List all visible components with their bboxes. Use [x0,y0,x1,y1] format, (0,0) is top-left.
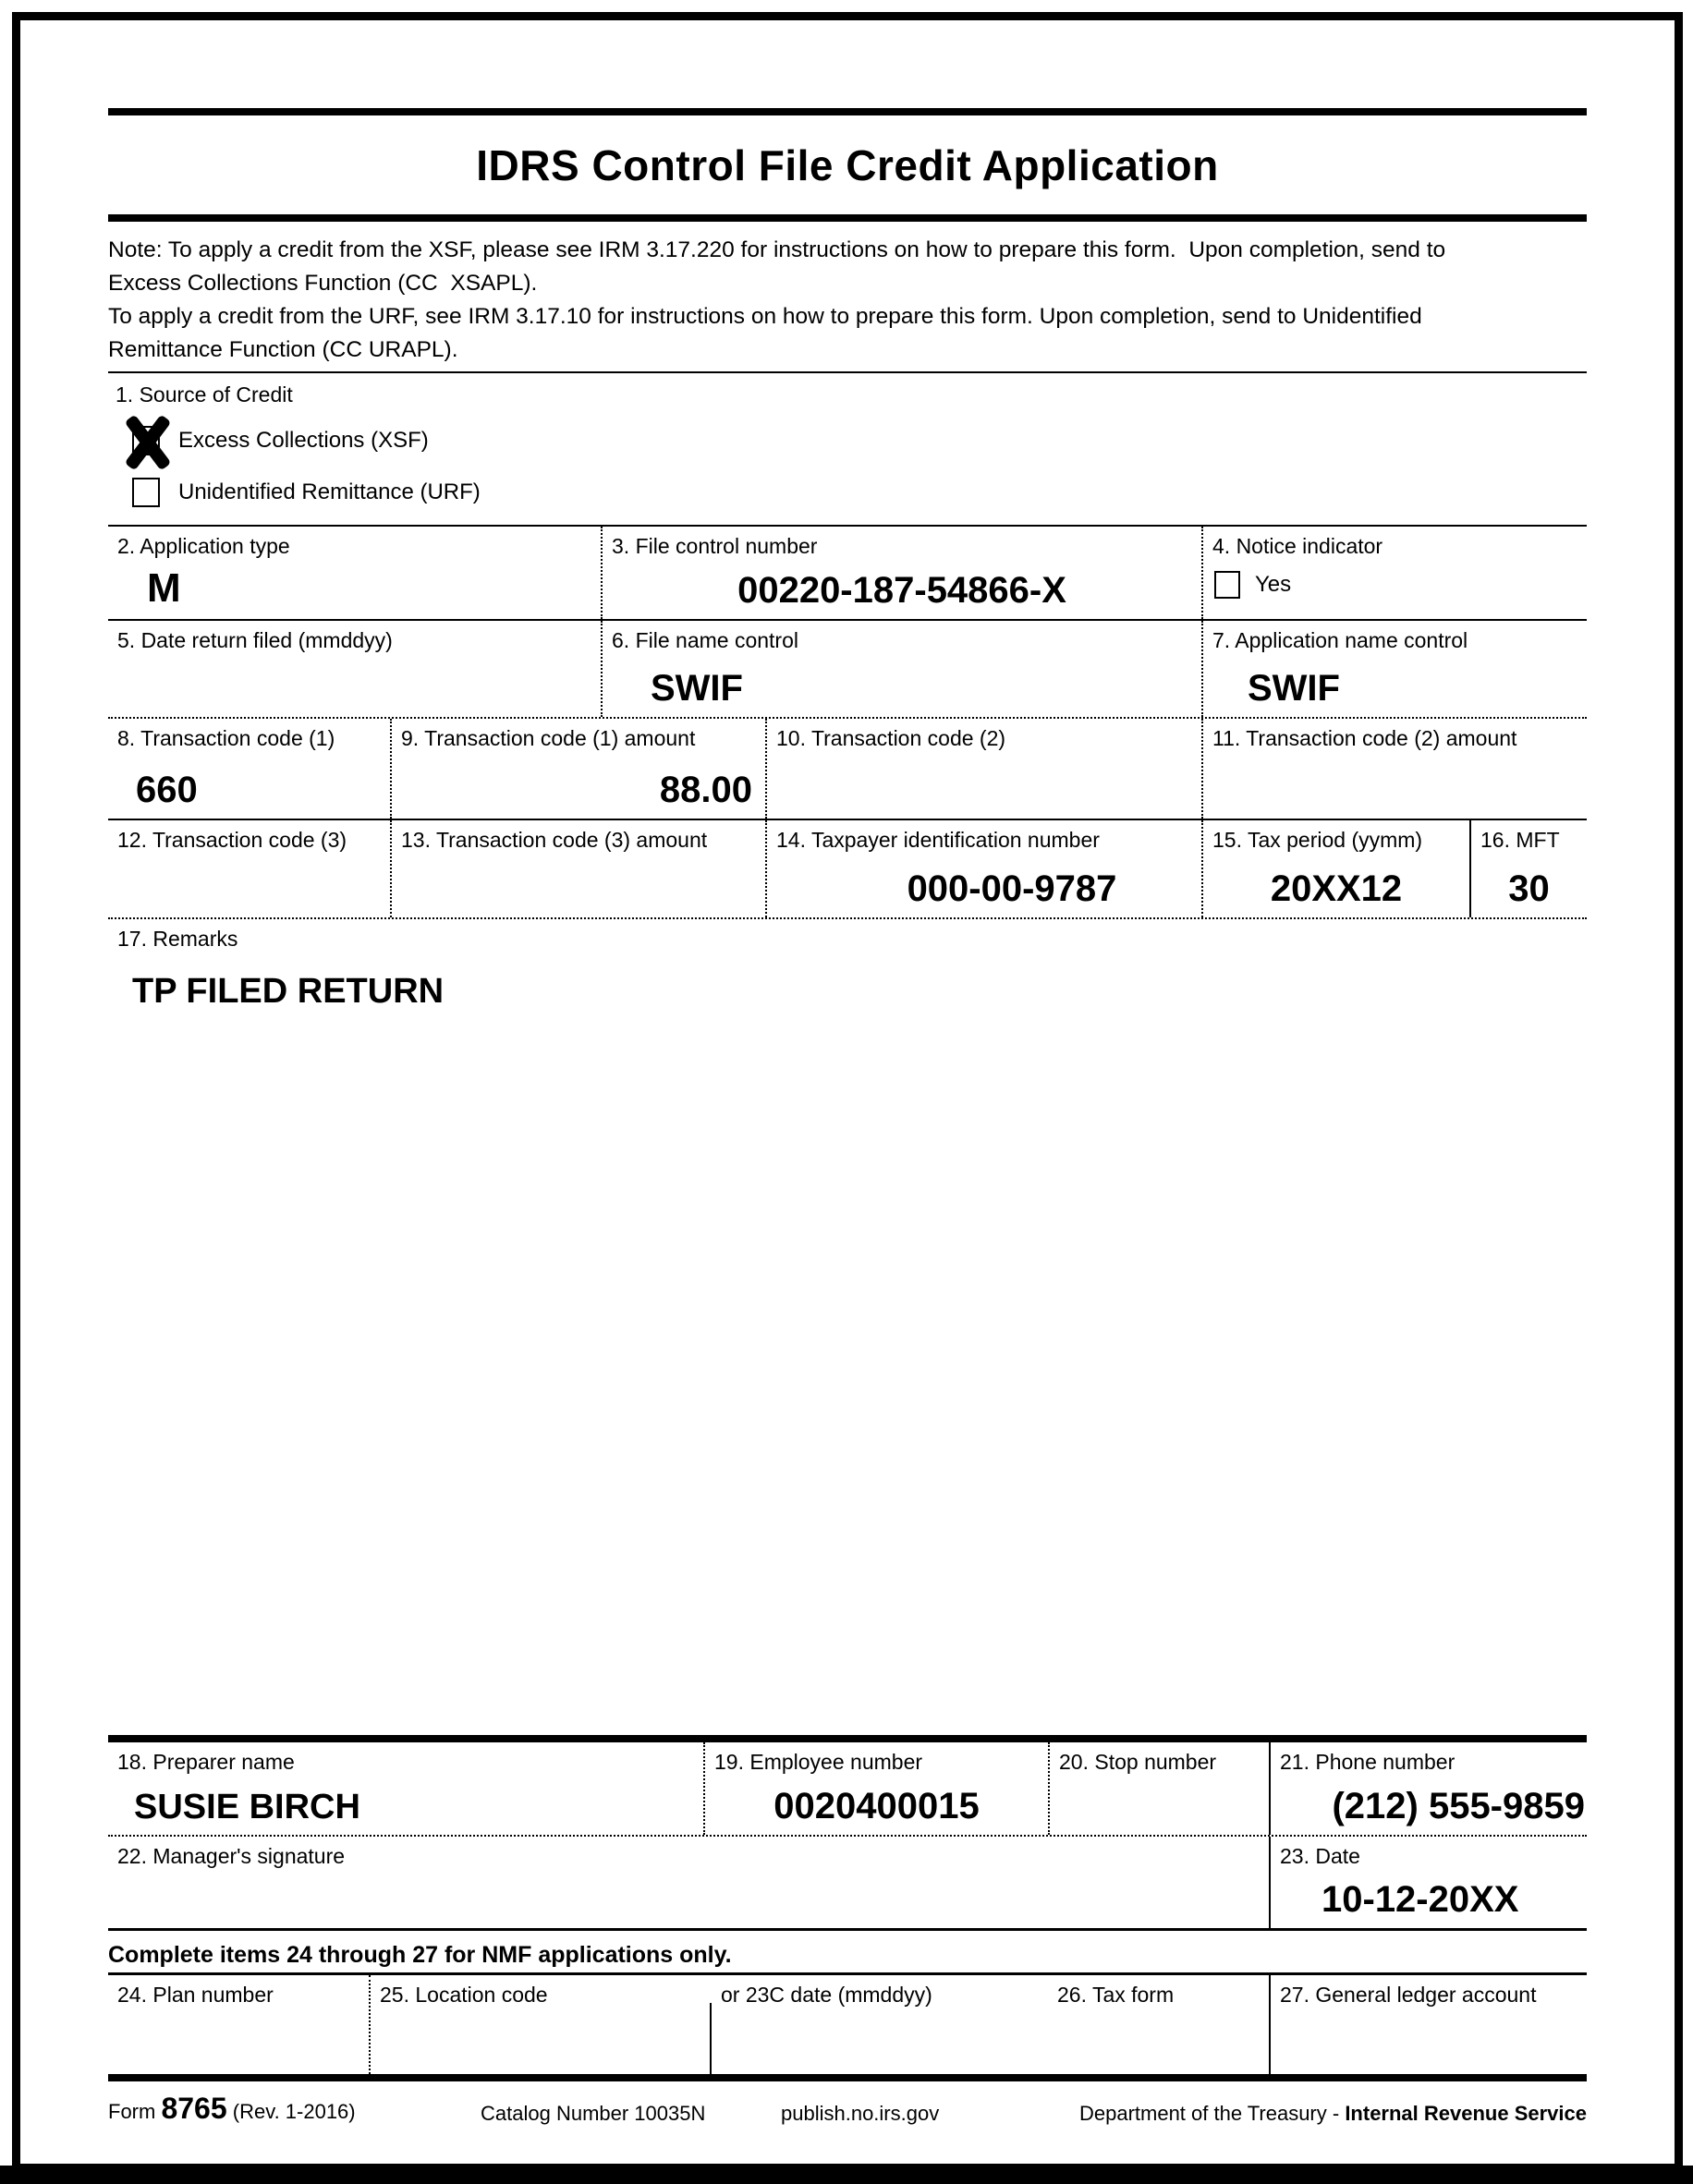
date-label: 23. Date [1280,1844,1360,1868]
plan-number-label: 24. Plan number [117,1983,274,2007]
yes-checkbox-label: Yes [1255,572,1292,597]
notice-indicator-option [1214,571,1291,599]
department-agency [1079,2102,1587,2126]
manager-signature-label: 22. Manager's signature [117,1844,346,1868]
agency-name: Internal Revenue Service [1345,2102,1587,2125]
field-mft [1469,820,1587,917]
form-number: 8765 [161,2092,227,2125]
field-transaction-code-1 [108,719,390,819]
title-rule-bottom [108,214,1587,222]
mft-label: 16. MFT [1480,828,1560,852]
form-revision: (Rev. 1-2016) [226,2100,356,2123]
transaction-code-3-label: 12. Transaction code (3) [117,828,347,852]
phone-number-label: 21. Phone number [1280,1750,1455,1774]
field-employee-number [703,1742,1048,1835]
field-transaction-code-1-amount [390,719,765,819]
application-name-control-label: 7. Application name control [1212,628,1468,652]
field-manager-signature [108,1837,1269,1928]
phone-number-value: (212) 555-9859 [1332,1786,1585,1826]
taxpayer-identification-number-value: 000-00-9787 [907,868,1117,909]
field-file-name-control [601,621,1201,717]
field-transaction-code-3 [108,820,390,917]
file-name-control-label: 6. File name control [612,628,798,652]
form-instructions [108,222,1513,371]
preparer-section-rule [108,1735,1587,1742]
form-footer [108,2081,1587,2137]
row-items-18-21 [108,1742,1587,1837]
transaction-code-1-amount-value: 88.00 [659,770,752,810]
source-of-credit-label: 1. Source of Credit [116,382,293,406]
nmf-instruction-heading: Complete items 24 through 27 for NMF applications only. [108,1931,1587,1975]
transaction-code-1-value: 660 [136,770,198,810]
field-location-code [369,1975,712,2074]
urf-checkbox[interactable] [132,478,160,507]
field-preparer-name [108,1742,703,1835]
tax-period-label: 15. Tax period (yymm) [1212,828,1423,852]
field-application-type [108,527,601,619]
field-date-return-filed [108,621,601,717]
file-name-control-value: SWIF [651,668,743,709]
application-type-value: M [147,565,181,611]
row-items-22-23 [108,1837,1587,1931]
field-general-ledger-account [1269,1975,1587,2074]
location-code-label: 25. Location code [380,1983,548,2007]
form-page [108,0,1587,2137]
footer-rule [108,2074,1587,2081]
tax-form-label: 26. Tax form [1057,1983,1175,2007]
section-source-of-credit [108,371,1587,525]
row-items-12-16 [108,820,1587,919]
scan-bottom-bar [0,2166,1693,2184]
stop-number-label: 20. Stop number [1059,1750,1217,1774]
remarks-value: TP FILED RETURN [132,972,445,1011]
check-x-mark [122,414,174,471]
row-items-5-7 [108,621,1587,719]
catalog-number: Catalog Number 10035N [481,2102,706,2125]
row-items-8-11 [108,719,1587,820]
file-control-number-value: 00220-187-54866-X [737,570,1066,611]
field-transaction-code-2 [765,719,1201,819]
row-items-2-4 [108,525,1587,621]
publish-website: publish.no.irs.gov [781,2102,940,2125]
field-notice-indicator [1201,527,1587,619]
form-number-block [108,2092,356,2126]
c23-date-label: or 23C date (mmddyy) [721,1983,932,2007]
preparer-name-value: SUSIE BIRCH [134,1788,360,1826]
yes-checkbox[interactable] [1214,571,1240,599]
field-tax-form [1048,1975,1269,2074]
department-prefix: Department of the Treasury - [1078,2102,1346,2125]
taxpayer-identification-number-label: 14. Taxpayer identification number [776,828,1100,852]
field-plan-number [108,1975,369,2074]
general-ledger-account-label: 27. General ledger account [1280,1983,1537,2007]
employee-number-label: 19. Employee number [714,1750,923,1774]
date-value: 10-12-20XX [1322,1879,1519,1920]
remarks-label: 17. Remarks [117,927,238,951]
option-unidentified-remittance [132,474,1587,511]
transaction-code-3-amount-label: 13. Transaction code (3) amount [401,828,708,852]
page-title: IDRS Control File Credit Application [476,140,1219,189]
field-transaction-code-2-amount [1201,719,1587,819]
field-phone-number [1269,1742,1587,1835]
mft-value: 30 [1508,868,1550,909]
date-return-filed-label: 5. Date return filed (mmddyy) [117,628,393,652]
field-23c-date [712,1975,1048,2074]
title-rule-top [108,108,1587,115]
field-file-control-number [601,527,1201,619]
note-paragraph-2: To apply a credit from the URF, see IRM 3.17.10 for instructions on how to prepare this form. Upon completion, send to Unidentified Remittance Function (CC URAPL). [108,304,1429,362]
row-items-24-27 [108,1975,1587,2074]
employee-number-value: 0020400015 [773,1786,980,1826]
field-remarks [108,919,1587,1735]
urf-checkbox-label: Unidentified Remittance (URF) [178,479,481,504]
tax-period-value: 20XX12 [1270,868,1403,909]
file-control-number-label: 3. File control number [612,534,818,558]
option-excess-collections [132,422,1587,459]
transaction-code-2-label: 10. Transaction code (2) [776,726,1006,750]
preparer-name-label: 18. Preparer name [117,1750,295,1774]
notice-indicator-label: 4. Notice indicator [1212,534,1383,558]
form-word: Form [108,2100,156,2123]
field-transaction-code-3-amount [390,820,765,917]
field-application-name-control [1201,621,1587,717]
note-paragraph-1: Note: To apply a credit from the XSF, please see IRM 3.17.220 for instructions on how to prepare this form. Upon completion, send to Excess Collections Function (CC XSAPL). [108,237,1452,296]
application-type-label: 2. Application type [117,534,290,558]
xsf-checkbox[interactable] [132,426,160,455]
transaction-code-1-amount-label: 9. Transaction code (1) amount [401,726,696,750]
transaction-code-2-amount-label: 11. Transaction code (2) amount [1212,726,1517,750]
field-stop-number [1048,1742,1269,1835]
field-date [1269,1837,1587,1928]
field-taxpayer-identification-number [765,820,1201,917]
xsf-checkbox-label: Excess Collections (XSF) [178,428,429,453]
application-name-control-value: SWIF [1248,668,1340,709]
transaction-code-1-label: 8. Transaction code (1) [117,726,335,750]
field-tax-period [1201,820,1469,917]
